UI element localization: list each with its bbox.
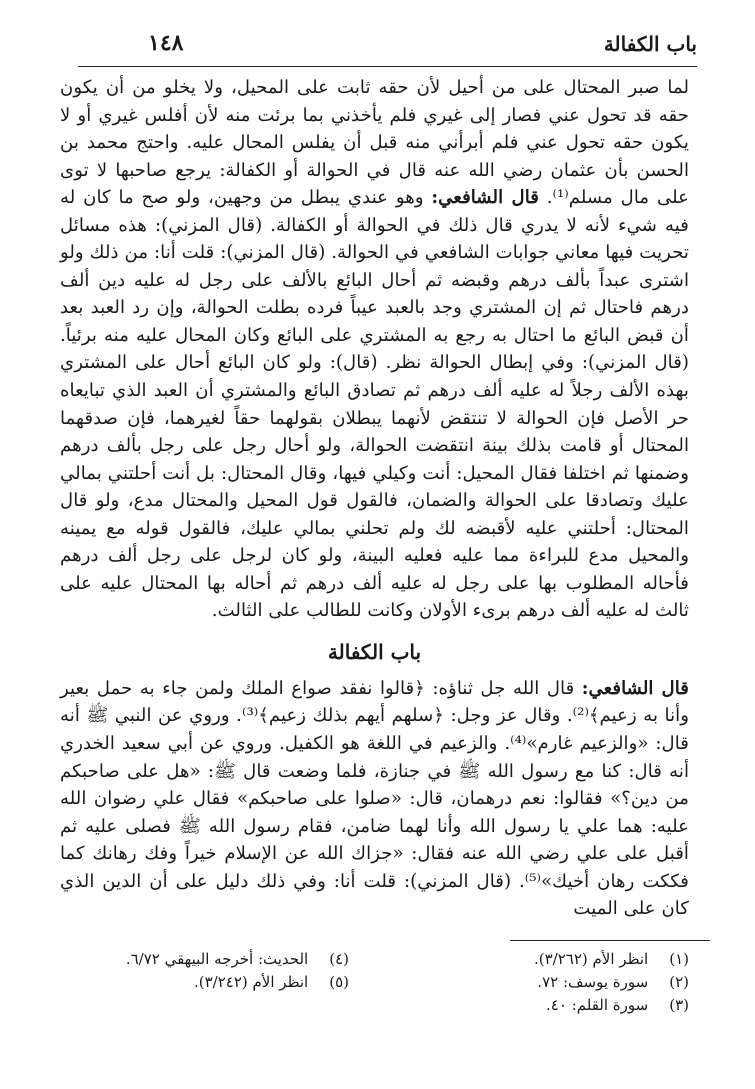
main-text: [60, 74, 689, 923]
page-header: [78, 30, 697, 67]
page-number: ١٤٨: [148, 30, 184, 56]
paragraph-text: وهو عندي يبطل من وجهين، ولو صح ما كان له فيه شيء لأنه لا يدري قال ذلك في الحوالة أو الكفالة. (قال المزني): هذه مسائل تحريت فيها معاني جوابات الشافعي في الحوالة. (قال المزني): قلت أنا: من ذلك ولو اشترى عبداً بألف درهم وقبضه ثم أحال البائع بالألف على رجل له عليه دين ألف درهم فاحتال ثم إن المشتري وجد بالعبد عيباً فرده بطلت الحوالة، وإن رد العبد بعد أن قبض البائع ما احتال به رجع به المشتري على البائع وكان المحال عليه منه برئياً. (قال المزني): وفي إبطال الحوالة نظر. (قال): ولو كان البائع أحال على المشتري بهذه الألف رجلاً له عليه ألف درهم ثم تصادق البائع والمشتري أن العبد الذي تبايعاه حر الأصل فإن الحوالة لا تنتقض لأنهما يبطلان بقولهما حقاً لغيرهما، فإن صدقهما المحتال أو قامت بذلك بينة انتقضت الحوالة، ولو أحال رجل على رجل بألف درهم وضمنها ثم اختلفا فقال المحيل: أنت وكيلي فيها، وقال المحتال: بل أنت أحلتني بمالي عليك وتصادقا على الحوالة والضمان، فالقول قول المحيل والمحتال مدع، ولو قال المحتال: أحلتني عليه لأقبضه لك ولم تحلني بمالي عليك، فالقول قوله مع يمينه والمحيل مدع للبراءة مما عليه فعليه البينة، ولو كان لرجل على رجل ألف درهم فأحاله المطلوب بها على رجل له عليه ألف درهم ثم أحاله بها المحتال عليه على ثالث له عليه ألف درهم برىء الأولان وكانت للطالب على الثالث.: [60, 187, 689, 622]
speaker-label: قال الشافعي:: [581, 677, 689, 699]
running-chapter-title: باب الكفالة: [603, 32, 697, 56]
footnote-number: (٣): [669, 996, 689, 1014]
paragraph-text: لما صبر المحتال على من أحيل لأن حقه ثابت على المحيل، ولا يخلو من أن يكون حقه قد تحول عني فصار إلى غيري فلم يأخذني بما برئت منه لأن أفلس غيري أو لا يكون حقه تحول عني فلم أبرأني منه قبل أن يفلس المحال عليه. واحتج محمد بن الحسن بأن عثمان رضي الله عنه قال في الحوالة أو الكفالة: يرجع صاحبها لا توى على مال مسلم⁽¹⁾.: [60, 77, 689, 209]
footnote-number: (٥): [329, 973, 349, 991]
footnote: [429, 948, 689, 971]
footnote: [89, 971, 349, 994]
footnote-number: (١): [669, 950, 689, 968]
footnote: [89, 948, 349, 971]
footnote-text: سورة القلم: ٤٠.: [546, 996, 649, 1014]
footnote-text: الحديث: أخرجه البيهقي ٦/٧٢.: [125, 950, 309, 968]
footnote: [429, 971, 689, 994]
speaker-label: قال الشافعي:: [431, 187, 539, 209]
footnote-number: (٤): [329, 950, 349, 968]
footnotes-column-left: [89, 948, 349, 994]
footnote-text: انظر الأم (٣/٢٤٢).: [193, 973, 309, 991]
paragraph-text: قال الله جل ثناؤه: ﴿قالوا نفقد صواع الملك ولمن جاء به حمل بعير وأنا به زعيم﴾⁽²⁾. وقال عز وجل: ﴿سلهم أيهم بذلك زعيم﴾⁽³⁾. وروي عن النبي ﷺ أنه قال: «والزعيم غارم»⁽⁴⁾. والزعيم في اللغة هو الكفيل. وروي عن أبي سعيد الخدري أنه قال: كنا مع رسول الله ﷺ في جنازة، فلما وضعت قال ﷺ: «هل على صاحبكم من دين؟» فقالوا: نعم درهمان، قال: «صلوا على صاحبكم» فقال علي رضوان الله عليه: هما علي يا رسول الله وأنا لهما ضامن، فقام رسول الله ﷺ فصلى عليه ثم أقبل على علي رضي الله عنه فقال: «جزاك الله عن الإسلام خيراً وفك رهانك كما فككت رهان أخيك»⁽⁵⁾. (قال المزني): قلت أنا: وفي ذلك دليل على أن الدين الذي كان على الميت: [60, 677, 689, 920]
footnote: [429, 994, 689, 1017]
footnote-text: انظر الأم (٣/٢٦٢).: [533, 950, 649, 968]
footnote-number: (٢): [669, 973, 689, 991]
paragraph: [60, 74, 689, 625]
section-title: باب الكفالة: [327, 639, 422, 664]
footnote-divider: [510, 940, 710, 941]
footnote-text: سورة يوسف: ٧٢.: [537, 973, 649, 991]
footnotes-column-right: [429, 948, 689, 1017]
paragraph: [60, 675, 689, 923]
